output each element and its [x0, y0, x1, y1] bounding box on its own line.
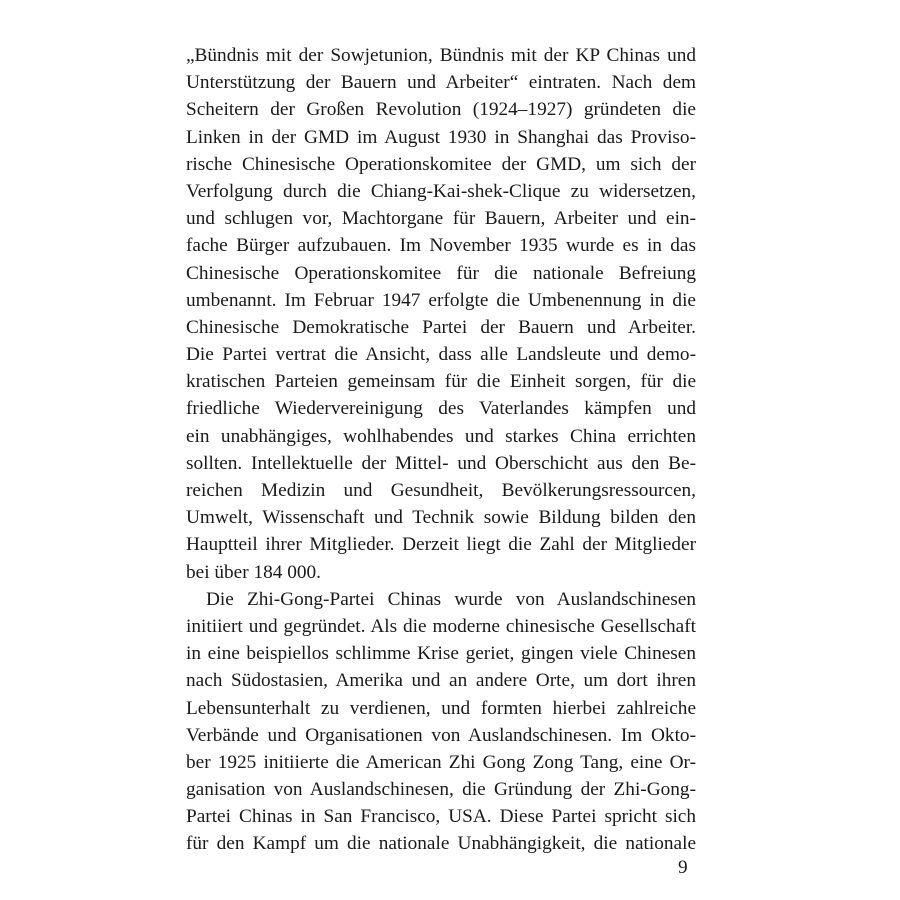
- text-line: Scheitern der Großen Revolution (1924–1927) gründeten die: [186, 99, 696, 121]
- page-number: 9: [678, 857, 688, 878]
- text-line: initiiert und gegründet. Als die moderne chinesische Gesellschaft: [186, 615, 696, 637]
- text-line: in eine beispiellos schlimme Krise geriet, gingen viele Chinesen: [186, 643, 696, 665]
- text-line: Verfolgung durch die Chiang-Kai-shek-Clique zu widersetzen,: [186, 180, 696, 202]
- text-line: nach Südostasien, Amerika und an andere Orte, um dort ihren: [186, 670, 696, 692]
- text-line: umbenannt. Im Februar 1947 erfolgte die Umbenennung in die: [186, 289, 696, 311]
- text-line: kratischen Parteien gemeinsam für die Einheit sorgen, für die: [186, 371, 696, 393]
- text-line: rische Chinesische Operationskomitee der GMD, um sich der: [186, 153, 696, 175]
- text-line: sollten. Intellektuelle der Mittel- und Oberschicht aus den Be-: [186, 452, 696, 474]
- paragraph-1: [186, 42, 696, 586]
- text-line: Linken in der GMD im August 1930 in Shanghai das Proviso-: [186, 126, 696, 148]
- text-line: ber 1925 initiierte die American Zhi Gong Zong Tang, eine Or-: [186, 751, 696, 773]
- text-line: ein unabhängiges, wohlhabendes und starkes China errichten: [186, 425, 696, 447]
- paragraph-2: [186, 586, 696, 858]
- text-line: Unterstützung der Bauern und Arbeiter“ eintraten. Nach dem: [186, 72, 696, 94]
- text-line: „Bündnis mit der Sowjetunion, Bündnis mit der KP Chinas und: [186, 45, 696, 66]
- text-line: und schlugen vor, Machtorgane für Bauern, Arbeiter und ein-: [186, 208, 696, 230]
- text-line: Chinesische Operationskomitee für die nationale Befreiung: [186, 262, 696, 284]
- text-line: bei über 184 000.: [186, 561, 321, 583]
- text-line: Chinesische Demokratische Partei der Bauern und Arbeiter.: [186, 316, 696, 338]
- text-line: Die Zhi-Gong-Partei Chinas wurde von Auslandschinesen: [206, 588, 696, 610]
- text-line: fache Bürger aufzubauen. Im November 1935 wurde es in das: [186, 235, 696, 257]
- text-line: Lebensunterhalt zu verdienen, und formten hierbei zahlreiche: [186, 697, 696, 719]
- text-line: Partei Chinas in San Francisco, USA. Diese Partei spricht sich: [186, 806, 696, 828]
- text-line: für den Kampf um die nationale Unabhängigkeit, die nationale: [186, 833, 696, 855]
- text-line: Die Partei vertrat die Ansicht, dass alle Landsleute und demo-: [186, 344, 696, 366]
- text-line: Verbände und Organisationen von Auslandschinesen. Im Okto-: [186, 724, 696, 746]
- text-line: reichen Medizin und Gesundheit, Bevölkerungsressourcen,: [186, 480, 696, 501]
- text-line: Umwelt, Wissenschaft und Technik sowie Bildung bilden den: [186, 507, 696, 529]
- text-line: ganisation von Auslandschinesen, die Gründung der Zhi-Gong-: [186, 779, 696, 801]
- text-line: friedliche Wiedervereinigung des Vaterlandes kämpfen und: [186, 398, 696, 420]
- body-text: [186, 42, 696, 858]
- text-line: Hauptteil ihrer Mitglieder. Derzeit liegt die Zahl der Mitglieder: [186, 534, 696, 556]
